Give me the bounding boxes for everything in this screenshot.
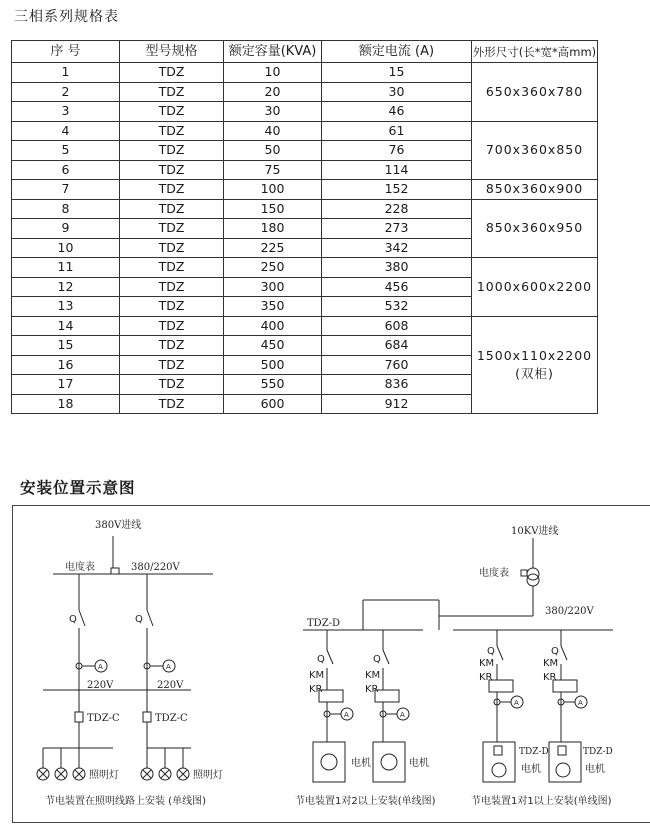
middle-ammeter2-label: A [400,711,405,719]
header-current: 额定电流 (A) [322,41,472,63]
left-supply-label: 380V进线 [95,520,142,531]
left-voltage-220-1: 220V [87,680,114,691]
cell-model: TDZ [120,199,224,219]
right-motor2-label: 电机 [585,764,605,775]
cell-capacity: 10 [224,63,322,83]
size-text: 850x360x950 [485,220,584,236]
right-device2-label: TDZ-D [583,747,613,757]
cell-model: TDZ [120,355,224,375]
cell-model: TDZ [120,238,224,258]
cell-seq: 18 [12,394,120,414]
cell-seq: 16 [12,355,120,375]
cell-model: TDZ [120,336,224,356]
header-model: 型号规格 [120,41,224,63]
diagram-frame [12,505,650,823]
cell-current: 836 [322,375,472,395]
middle-motor2-label: 电机 [409,758,429,769]
cell-capacity: 150 [224,199,322,219]
left-ammeter2-label: A [166,663,171,671]
right-caption: 节电装置1对1以上安装(单线图) [471,796,612,807]
cell-capacity: 300 [224,277,322,297]
left-q1-label: Q [69,614,77,625]
table-row [12,180,598,200]
right-kr2-label: KR [543,672,557,683]
cell-current: 456 [322,277,472,297]
cell-model: TDZ [120,121,224,141]
cell-capacity: 550 [224,375,322,395]
left-voltage-220-2: 220V [157,680,184,691]
left-lamps2-label: 照明灯 [193,770,223,781]
cell-capacity: 400 [224,316,322,336]
right-motor1-label: 电机 [521,764,541,775]
middle-km2-label: KM [365,670,381,681]
size-text: 1500x110x2200 [476,347,593,363]
cell-capacity: 30 [224,102,322,122]
cell-model: TDZ [120,316,224,336]
cell-current: 912 [322,394,472,414]
table-row [12,258,598,278]
cell-model: TDZ [120,63,224,83]
cell-current: 380 [322,258,472,278]
middle-q1-label: Q [317,654,325,665]
cell-seq: 10 [12,238,120,258]
cell-size [472,258,598,317]
cell-current: 273 [322,219,472,239]
cell-capacity: 350 [224,297,322,317]
cell-capacity: 100 [224,180,322,200]
cell-current: 532 [322,297,472,317]
cell-seq: 9 [12,219,120,239]
table-header-row [12,41,598,63]
table-row [12,316,598,336]
cell-seq: 6 [12,160,120,180]
cell-current: 684 [322,336,472,356]
cell-capacity: 40 [224,121,322,141]
cell-seq: 13 [12,297,120,317]
right-ammeter1-label: A [514,699,519,707]
cell-capacity: 50 [224,141,322,161]
cell-capacity: 20 [224,82,322,102]
cell-current: 76 [322,141,472,161]
size-text: 850x360x900 [485,181,584,197]
middle-kr1-label: KR [309,684,323,695]
middle-motor1-label: 电机 [351,758,371,769]
cell-size [472,199,598,258]
cell-current: 30 [322,82,472,102]
right-meter-label: 电度表 [479,568,509,579]
cell-current: 608 [322,316,472,336]
cell-current: 152 [322,180,472,200]
left-voltage-label: 380/220V [131,562,180,573]
left-lamps1-label: 照明灯 [89,770,119,781]
right-ammeter2-label: A [578,699,583,707]
cell-current: 15 [322,63,472,83]
middle-km1-label: KM [309,670,325,681]
header-size: 外形尺寸(长*宽*高mm) [472,41,598,63]
cell-model: TDZ [120,277,224,297]
cell-model: TDZ [120,141,224,161]
cell-model: TDZ [120,375,224,395]
cell-model: TDZ [120,258,224,278]
cell-seq: 12 [12,277,120,297]
middle-q2-label: Q [373,654,381,665]
header-seq: 序 号 [12,41,120,63]
installation-diagram [13,506,650,822]
table-row [12,121,598,141]
right-voltage-label: 380/220V [545,606,594,617]
size-text: 1000x600x2200 [476,278,593,294]
cell-capacity: 250 [224,258,322,278]
size-text: 650x360x780 [485,83,584,99]
diagram-title: 安装位置示意图 [20,479,136,497]
middle-device-label: TDZ-D [307,618,341,629]
cell-seq: 7 [12,180,120,200]
right-supply-label: 10KV进线 [511,526,559,537]
cell-model: TDZ [120,160,224,180]
table-row [12,199,598,219]
cell-capacity: 600 [224,394,322,414]
cell-size [472,121,598,180]
left-device2-label: TDZ-C [155,713,188,724]
cell-model: TDZ [120,180,224,200]
cell-capacity: 75 [224,160,322,180]
size-text: 700x360x850 [485,142,584,158]
cell-model: TDZ [120,394,224,414]
size-note: (双柜) [515,365,554,381]
middle-ammeter1-label: A [344,711,349,719]
table-row [12,63,598,83]
cell-size [472,316,598,414]
left-device1-label: TDZ-C [87,713,120,724]
cell-current: 760 [322,355,472,375]
cell-seq: 4 [12,121,120,141]
cell-model: TDZ [120,219,224,239]
cell-current: 61 [322,121,472,141]
cell-seq: 15 [12,336,120,356]
right-q1-label: Q [487,646,495,657]
left-caption: 节电装置在照明线路上安装 (单线图) [45,796,206,807]
cell-capacity: 225 [224,238,322,258]
left-meter-label: 电度表 [65,562,95,573]
header-capacity: 额定容量(KVA) [224,41,322,63]
left-ammeter1-label: A [98,663,103,671]
cell-seq: 17 [12,375,120,395]
cell-capacity: 450 [224,336,322,356]
cell-seq: 2 [12,82,120,102]
table-title: 三相系列规格表 [14,9,119,25]
cell-seq: 11 [12,258,120,278]
right-device1-label: TDZ-D [519,747,549,757]
cell-current: 228 [322,199,472,219]
cell-current: 342 [322,238,472,258]
cell-capacity: 180 [224,219,322,239]
right-kr1-label: KR [479,672,493,683]
right-km1-label: KM [479,658,495,669]
cell-size [472,63,598,122]
middle-kr2-label: KR [365,684,379,695]
cell-current: 46 [322,102,472,122]
cell-size [472,180,598,200]
cell-current: 114 [322,160,472,180]
cell-seq: 3 [12,102,120,122]
cell-seq: 14 [12,316,120,336]
cell-model: TDZ [120,297,224,317]
right-km2-label: KM [543,658,559,669]
right-q2-label: Q [551,646,559,657]
cell-model: TDZ [120,102,224,122]
left-q2-label: Q [135,614,143,625]
cell-seq: 1 [12,63,120,83]
spec-table [11,40,598,414]
cell-seq: 8 [12,199,120,219]
cell-model: TDZ [120,82,224,102]
cell-seq: 5 [12,141,120,161]
middle-caption: 节电装置1对2以上安装(单线图) [295,796,436,807]
cell-capacity: 500 [224,355,322,375]
